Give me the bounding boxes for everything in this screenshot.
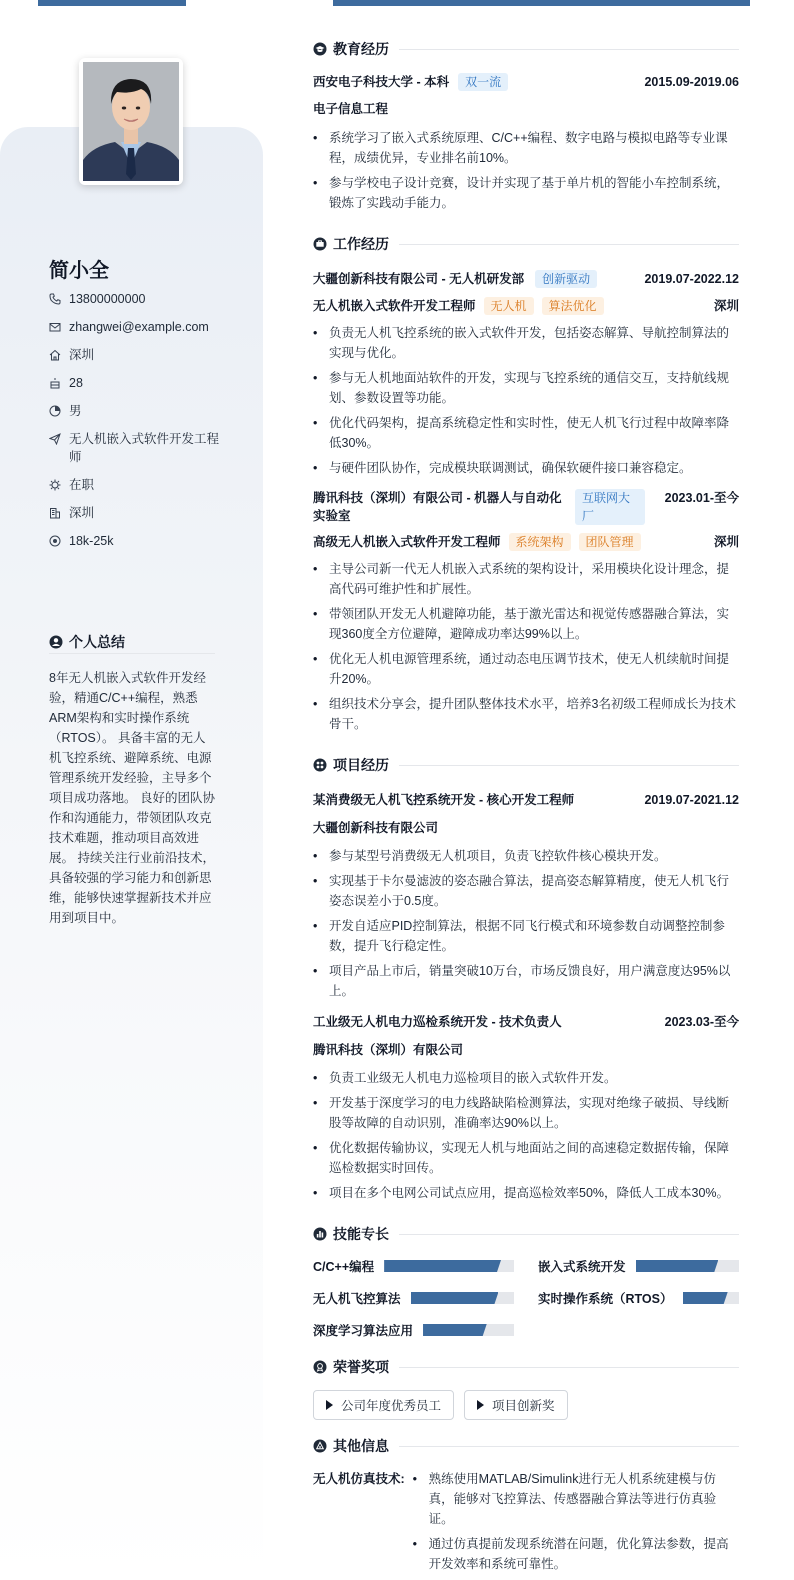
job-position-row bbox=[313, 297, 739, 315]
project-name: 某消费级无人机飞控系统开发 - 核心开发工程师 bbox=[313, 793, 575, 807]
skills-grid bbox=[313, 1257, 739, 1339]
contact-info-list bbox=[49, 290, 229, 560]
list-item: • 实现基于卡尔曼滤波的姿态融合算法，提高姿态解算精度，使无人机飞行姿态误差小于0.5度。 bbox=[313, 871, 739, 911]
project-name: 工业级无人机电力巡检系统开发 - 技术负责人 bbox=[313, 1015, 562, 1029]
skill-bar-fill bbox=[411, 1292, 499, 1304]
honor-item: 项目创新奖 bbox=[464, 1390, 568, 1420]
send-icon bbox=[49, 433, 61, 445]
skill-bar bbox=[423, 1324, 514, 1336]
summary-heading: 个人总结 bbox=[49, 632, 215, 652]
job-period: 2023.01-至今 bbox=[664, 491, 739, 505]
work-heading: 工作经历 bbox=[313, 233, 739, 255]
honors-list bbox=[313, 1390, 739, 1420]
school-name: 西安电子科技大学 - 本科 bbox=[313, 75, 450, 89]
profile-photo bbox=[83, 62, 179, 181]
section-divider bbox=[399, 1367, 739, 1368]
list-item: • 优化无人机电源管理系统，通过动态电压调节技术，使无人机续航时间提升20%。 bbox=[313, 649, 739, 689]
skill-item: 深度学习算法应用 bbox=[313, 1321, 514, 1339]
person-portrait-icon bbox=[83, 62, 179, 181]
summary-text: 8年无人机嵌入式软件开发经验，精通C/C++编程，熟悉ARM架构和实时操作系统（RTOS）。 具备丰富的无人机飞控系统、避障系统、电源管理系统开发经验，主导多个项目成功落地。 良好的团队协作和沟通能力，带领团队攻克技术难题，推动项目高效进展。 持续关注行业前沿技术，具备较强的学习能力和创新思维，能够快速掌握新技术并应用到项目中。 bbox=[49, 671, 215, 925]
chart-icon bbox=[313, 1227, 327, 1241]
other-entry bbox=[313, 1469, 739, 1579]
job-position: 高级无人机嵌入式软件开发工程师 bbox=[313, 535, 501, 549]
education-heading: 教育经历 bbox=[313, 38, 739, 60]
education-major: 电子信息工程 bbox=[313, 102, 389, 116]
status-icon bbox=[49, 479, 61, 491]
left-accent-bar bbox=[38, 0, 186, 6]
building-icon bbox=[49, 507, 61, 519]
avatar bbox=[79, 58, 183, 185]
project-bullets bbox=[313, 1068, 739, 1203]
list-item: • 优化数据传输协议，实现无人机与地面站之间的高速稳定数据传输，保障巡检数据实时回传。 bbox=[313, 1138, 739, 1178]
info-salary: 18k-25k bbox=[49, 532, 229, 550]
main-content bbox=[313, 38, 739, 1579]
project-entry bbox=[313, 791, 739, 809]
job-bullets bbox=[313, 559, 739, 734]
award-icon bbox=[313, 1360, 327, 1374]
list-item: • 与硬件团队协作，完成模块联调测试，确保软硬件接口兼容稳定。 bbox=[313, 458, 739, 478]
list-item: • 项目在多个电网公司试点应用，提高巡检效率50%，降低人工成本30%。 bbox=[313, 1183, 739, 1203]
job-position-row bbox=[313, 533, 739, 551]
list-item: • 负责无人机飞控系统的嵌入式软件开发，包括姿态解算、导航控制算法的实现与优化。 bbox=[313, 323, 739, 363]
skill-bar bbox=[636, 1260, 739, 1272]
school-tag: 双一流 bbox=[458, 73, 508, 91]
education-period: 2015.09-2019.06 bbox=[644, 75, 739, 89]
list-item: • 组织技术分享会，提升团队整体技术水平，培养3名初级工程师成长为技术骨干。 bbox=[313, 694, 739, 734]
info-icon bbox=[313, 1439, 327, 1453]
list-item: • 参与无人机地面站软件的开发，实现与飞控系统的通信交互，支持航线规划、参数设置等功能。 bbox=[313, 368, 739, 408]
info-phone: 13800000000 bbox=[49, 290, 229, 308]
list-item: • 带领团队开发无人机避障功能，基于激光雷达和视觉传感器融合算法，实现360度全方位避障，避障成功率达99%以上。 bbox=[313, 604, 739, 644]
project-company: 大疆创新科技有限公司 bbox=[313, 821, 439, 835]
company-tag: 创新驱动 bbox=[535, 270, 597, 288]
info-email: zhangwei@example.com bbox=[49, 318, 229, 336]
position-tag: 算法优化 bbox=[542, 297, 604, 315]
list-item: • 项目产品上市后，销量突破10万台，市场反馈良好，用户满意度达95%以上。 bbox=[313, 961, 739, 1001]
salary-icon bbox=[49, 535, 61, 547]
user-circle-icon bbox=[49, 635, 63, 649]
skill-item: 嵌入式系统开发 bbox=[538, 1257, 739, 1275]
section-divider bbox=[399, 1446, 739, 1447]
other-bullets bbox=[413, 1469, 739, 1579]
list-item: • 开发自适应PID控制算法，根据不同飞行模式和环境参数自动调整控制参数，提升飞行稳定性。 bbox=[313, 916, 739, 956]
play-icon bbox=[326, 1400, 333, 1410]
list-item: • 开发基于深度学习的电力线路缺陷检测算法，实现对绝缘子破损、导线断股等故障的自动识别，准确率达90%以上。 bbox=[313, 1093, 739, 1133]
section-divider bbox=[399, 244, 739, 245]
list-item: • 负责工业级无人机电力巡检项目的嵌入式软件开发。 bbox=[313, 1068, 739, 1088]
project-company: 腾讯科技（深圳）有限公司 bbox=[313, 1043, 464, 1057]
job-entry bbox=[313, 270, 739, 288]
job-period: 2019.07-2022.12 bbox=[644, 272, 739, 286]
projects-heading: 项目经历 bbox=[313, 754, 739, 776]
skill-bar-fill bbox=[683, 1292, 728, 1304]
job-bullets bbox=[313, 323, 739, 478]
list-item: • 熟练使用MATLAB/Simulink进行无人机系统建模与仿真，能够对飞控算法、传感器融合算法等进行仿真验证。 bbox=[413, 1469, 739, 1529]
job-position: 无人机嵌入式软件开发工程师 bbox=[313, 299, 476, 313]
list-item: • 参与学校电子设计竞赛，设计并实现了基于单片机的智能小车控制系统，锻炼了实践动手能力。 bbox=[313, 173, 739, 213]
info-gender: 男 bbox=[49, 402, 229, 420]
project-company-row bbox=[313, 1041, 739, 1059]
home-icon bbox=[49, 349, 61, 361]
project-bullets bbox=[313, 846, 739, 1001]
skill-item: C/C++编程 bbox=[313, 1257, 514, 1275]
section-divider bbox=[399, 765, 739, 766]
briefcase-icon bbox=[313, 237, 327, 251]
education-bullets bbox=[313, 128, 739, 213]
summary-divider bbox=[49, 653, 215, 654]
info-city: 深圳 bbox=[49, 504, 229, 522]
section-divider bbox=[399, 49, 739, 50]
other-heading: 其他信息 bbox=[313, 1435, 739, 1457]
grid-icon bbox=[313, 758, 327, 772]
skill-bar bbox=[384, 1260, 514, 1272]
position-tag: 团队管理 bbox=[579, 533, 641, 551]
list-item: • 主导公司新一代无人机嵌入式系统的架构设计，采用模块化设计理念，提高代码可维护性和扩展性。 bbox=[313, 559, 739, 599]
right-accent-bar bbox=[333, 0, 750, 6]
graduation-cap-icon bbox=[313, 42, 327, 56]
project-entry bbox=[313, 1013, 739, 1031]
job-city: 深圳 bbox=[713, 299, 739, 313]
job-company: 大疆创新科技有限公司 - 无人机研发部 bbox=[313, 272, 525, 286]
position-tag: 无人机 bbox=[484, 297, 534, 315]
skill-bar bbox=[683, 1292, 740, 1304]
job-city: 深圳 bbox=[713, 535, 739, 549]
honors-heading: 荣誉奖项 bbox=[313, 1356, 739, 1378]
phone-icon bbox=[49, 293, 61, 305]
education-entry bbox=[313, 73, 739, 91]
skill-item: 无人机飞控算法 bbox=[313, 1289, 514, 1307]
play-icon bbox=[477, 1400, 484, 1410]
list-item: • 通过仿真提前发现系统潜在问题，优化算法参数，提高开发效率和系统可靠性。 bbox=[413, 1534, 739, 1574]
info-age: 28 bbox=[49, 374, 229, 392]
info-job-target: 无人机嵌入式软件开发工程师 bbox=[49, 430, 229, 466]
age-icon bbox=[49, 377, 61, 389]
info-location: 深圳 bbox=[49, 346, 229, 364]
section-divider bbox=[399, 1234, 739, 1235]
profile-name: 简小全 bbox=[49, 260, 109, 282]
job-entry bbox=[313, 489, 739, 525]
skills-heading: 技能专长 bbox=[313, 1223, 739, 1245]
company-tag: 互联网大厂 bbox=[575, 489, 645, 525]
mail-icon bbox=[49, 321, 61, 333]
skill-bar-fill bbox=[423, 1324, 487, 1336]
other-label: 无人机仿真技术: bbox=[313, 1472, 405, 1486]
project-company-row bbox=[313, 819, 739, 837]
position-tag: 系统架构 bbox=[509, 533, 571, 551]
skill-bar-fill bbox=[384, 1260, 501, 1272]
list-item: • 优化代码架构，提高系统稳定性和实时性，使无人机飞行过程中故障率降低30%。 bbox=[313, 413, 739, 453]
skill-item: 实时操作系统（RTOS） bbox=[538, 1289, 739, 1307]
skill-bar-fill bbox=[636, 1260, 719, 1272]
honor-item: 公司年度优秀员工 bbox=[313, 1390, 454, 1420]
skill-bar bbox=[411, 1292, 514, 1304]
list-item: • 参与某型号消费级无人机项目，负责飞控软件核心模块开发。 bbox=[313, 846, 739, 866]
info-status: 在职 bbox=[49, 476, 229, 494]
project-period: 2019.07-2021.12 bbox=[644, 793, 739, 807]
project-period: 2023.03-至今 bbox=[664, 1015, 739, 1029]
list-item: • 系统学习了嵌入式系统原理、C/C++编程、数字电路与模拟电路等专业课程，成绩优异，专业排名前10%。 bbox=[313, 128, 739, 168]
gender-icon bbox=[49, 405, 61, 417]
job-company: 腾讯科技（深圳）有限公司 - 机器人与自动化实验室 bbox=[313, 491, 562, 523]
education-major-row bbox=[313, 100, 739, 118]
